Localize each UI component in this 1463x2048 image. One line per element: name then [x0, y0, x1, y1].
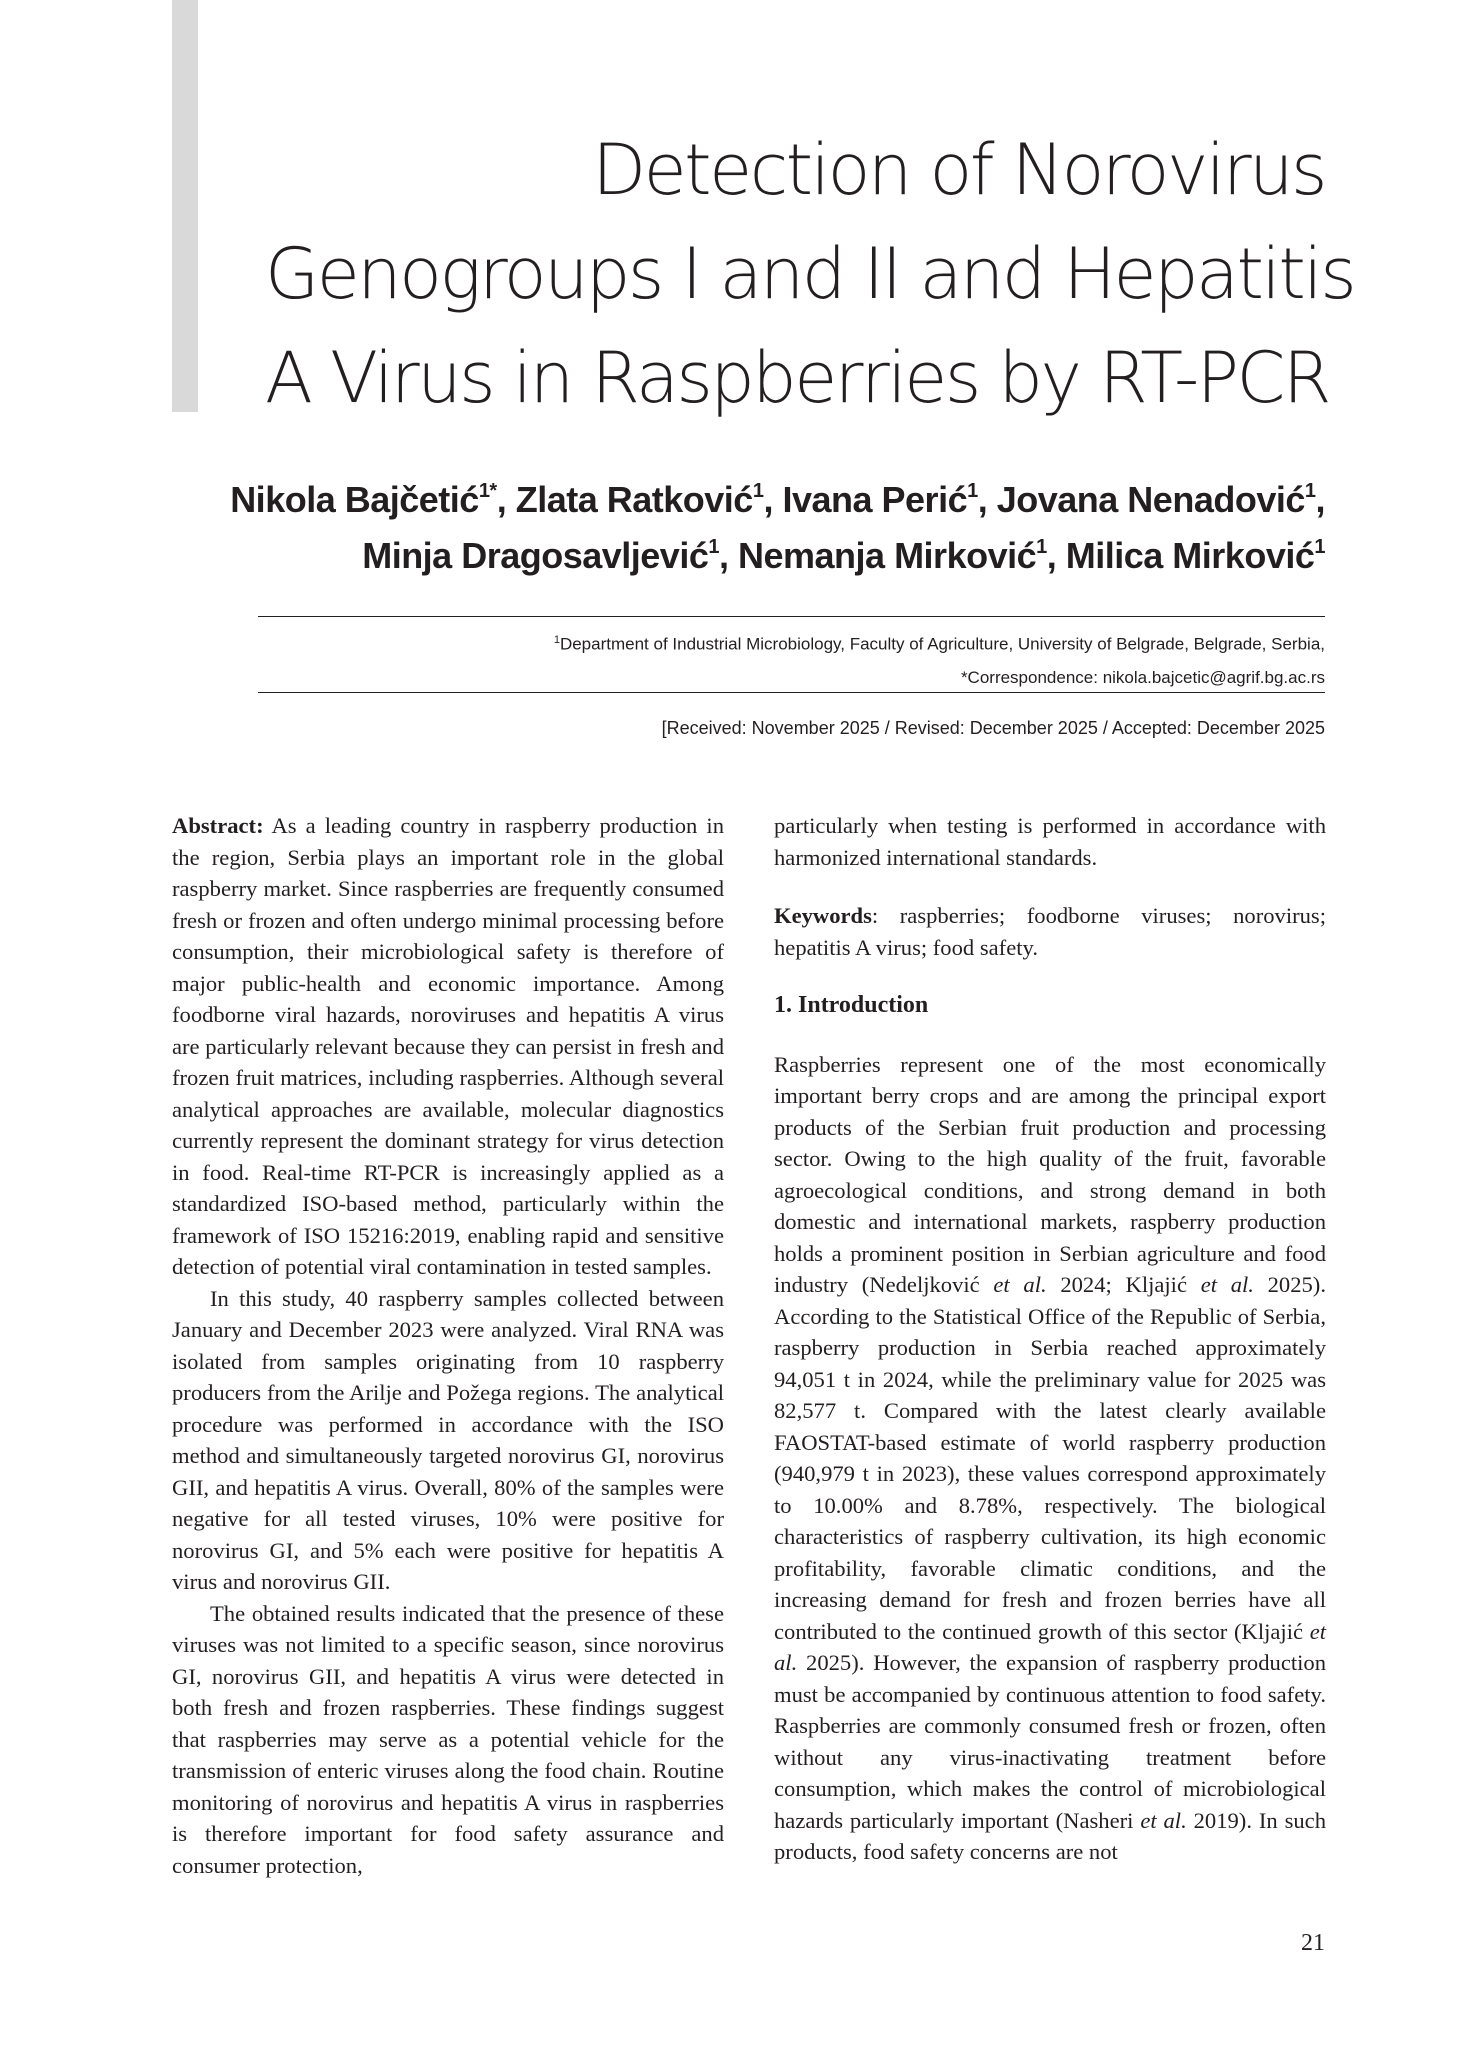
affiliation-block [265, 624, 1325, 694]
header-rule-top [258, 616, 1325, 617]
author-separator: , [763, 479, 783, 520]
introduction-text: 2024; Kljajić [1046, 1272, 1201, 1297]
abstract-paragraph: The obtained results indicated that the presence of these viruses was not limited to a specific season, since norovirus GI, norovirus GII, and hepatitis A virus were detected in both fresh and frozen raspberries. These findings suggest that raspberries may serve as a potential vehicle for the transmission of enteric viruses along the food chain. Routine monitoring of norovirus and hepatitis A virus in raspberries is therefore important for food safety assurance and consumer protection, [172, 1600, 724, 1878]
author-list [225, 472, 1325, 584]
decorative-side-bar [172, 0, 198, 412]
author-name: Nikola Bajčetić [230, 479, 479, 520]
page-number: 21 [1301, 1930, 1325, 1956]
affiliation-text: Department of Industrial Microbiology, Faculty of Agriculture, University of Belgrade, Belgrade, Serbia, [559, 634, 1325, 654]
title-line: A Virus in Raspberries by RT-PCR [265, 337, 1330, 419]
submission-dates: [Received: November 2025 / Revised: December 2025 / Accepted: December 2025 [661, 718, 1325, 738]
author-affiliation-marker: 1* [478, 480, 497, 502]
author-separator: , [1046, 535, 1066, 576]
author-name: Nemanja Mirković [738, 535, 1037, 576]
title-line: Genogroups I and II and Hepatitis [265, 233, 1355, 315]
citation-et-al: et al. [1200, 1272, 1254, 1297]
abstract-label: Abstract: [172, 813, 264, 838]
author-separator: , [1315, 479, 1325, 520]
introduction-text: 2025). However, the expansion of raspberry production must be accompanied by continuous attention to food safety. Raspberries are commonly consumed fresh or frozen, often without any virus-inactivating treatment before consumption, which makes the control of microbiological hazards particularly important (Nasheri [774, 1650, 1326, 1833]
author-name: Ivana Perić [782, 479, 968, 520]
author-affiliation-marker: 1 [708, 536, 719, 558]
author-name: Jovana Nenadović [996, 479, 1305, 520]
author-name: Milica Mirković [1065, 535, 1315, 576]
author-name: Zlata Ratković [515, 479, 753, 520]
author-name: Minja Dragosavljević [362, 535, 709, 576]
keywords-paragraph [774, 900, 1326, 963]
affiliation-line [265, 624, 1325, 661]
section-heading: 1. Introduction [774, 992, 929, 1018]
introduction-text: 2025). According to the Statistical Office of the Republic of Serbia, raspberry production in Serbia reached approximately 94,051 t in 2024, while the preliminary value for 2025 was 82,577 t. Compared with the latest clearly available FAOSTAT-based estimate of world raspberry production (940,979 t in 2023), these values correspond approximately to 10.00% and 8.78%, respectively. The biological characteristics of raspberry cultivation, its high economic profitability, favorable climatic conditions, and the increasing demand for fresh and frozen berries have all contributed to the continued growth of this sector (Kljajić [774, 1272, 1326, 1644]
author-affiliation-marker: 1 [1036, 536, 1047, 558]
keywords-text: : raspberries; foodborne viruses; norovirus; hepatitis A virus; food safety. [774, 903, 1326, 960]
introduction-paragraph [774, 1049, 1326, 1868]
abstract-text: As a leading country in raspberry production in the region, Serbia plays an important role in the global raspberry market. Since raspberries are frequently consumed fresh or frozen and often undergo minimal processing before consumption, their microbiological safety is therefore of major public-health and economic importance. Among foodborne viral hazards, noroviruses and hepatitis A virus are particularly relevant because they can persist in fresh and frozen fruit matrices, including raspberries. Although several analytical approaches are available, molecular diagnostics currently represent the dominant strategy for virus detection in food. Real-time RT-PCR is increasingly applied as a standardized ISO-based method, particularly within the framework of ISO 15216:2019, enabling rapid and sensitive detection of potential viral contamination in tested samples. [172, 813, 724, 1279]
citation-et-al: et al. [1140, 1807, 1187, 1833]
affiliation-marker: 1 [553, 634, 560, 646]
citation-et-al: et al. [993, 1272, 1047, 1297]
article-title [265, 118, 1355, 430]
header-rule-bottom [258, 692, 1325, 693]
left-column [172, 810, 724, 1881]
introduction-text: Raspberries represent one of the most economically important berry crops and are among the principal export products of the Serbian fruit production and processing sector. Owing to the high quality of the fruit, favorable agroecological conditions, and strong demand in both domestic and international markets, raspberry production holds a prominent position in Serbian agriculture and food industry (Nedeljković [774, 1051, 1326, 1297]
abstract-paragraph-continued: particularly when testing is performed in accordance with harmonized international standards. [774, 813, 1326, 870]
author-affiliation-marker: 1 [752, 480, 764, 502]
author-line [225, 528, 1325, 584]
author-affiliation-marker: 1 [967, 480, 978, 502]
right-column [774, 810, 1326, 1868]
abstract-paragraph: In this study, 40 raspberry samples collected between January and December 2023 were analyzed. Viral RNA was isolated from samples originating from 10 raspberry producers from the Arilje and Požega regions. The analytical procedure was performed in accordance with the ISO method and simultaneously targeted norovirus GI, norovirus GII, and hepatitis A virus. Overall, 80% of the samples were negative for all tested viruses, 10% were positive for norovirus GI, and 5% each were positive for hepatitis A virus and norovirus GII. [172, 1285, 724, 1594]
keywords-label: Keywords [774, 903, 872, 928]
author-separator: , [718, 535, 738, 576]
abstract-paragraph [172, 810, 724, 1283]
title-line: Detection of Norovirus [592, 129, 1325, 211]
citation-et-al: et al. [774, 1618, 1326, 1675]
author-line [225, 472, 1325, 528]
introduction-text: 2019). In such products, food safety concerns are not [774, 1807, 1326, 1864]
author-separator: , [977, 479, 997, 520]
author-affiliation-marker: 1 [1304, 480, 1316, 502]
author-affiliation-marker: 1 [1314, 536, 1325, 558]
author-separator: , [496, 479, 516, 520]
correspondence-line: *Correspondence: nikola.bajcetic@agrif.bg.ac.rs [960, 667, 1325, 687]
